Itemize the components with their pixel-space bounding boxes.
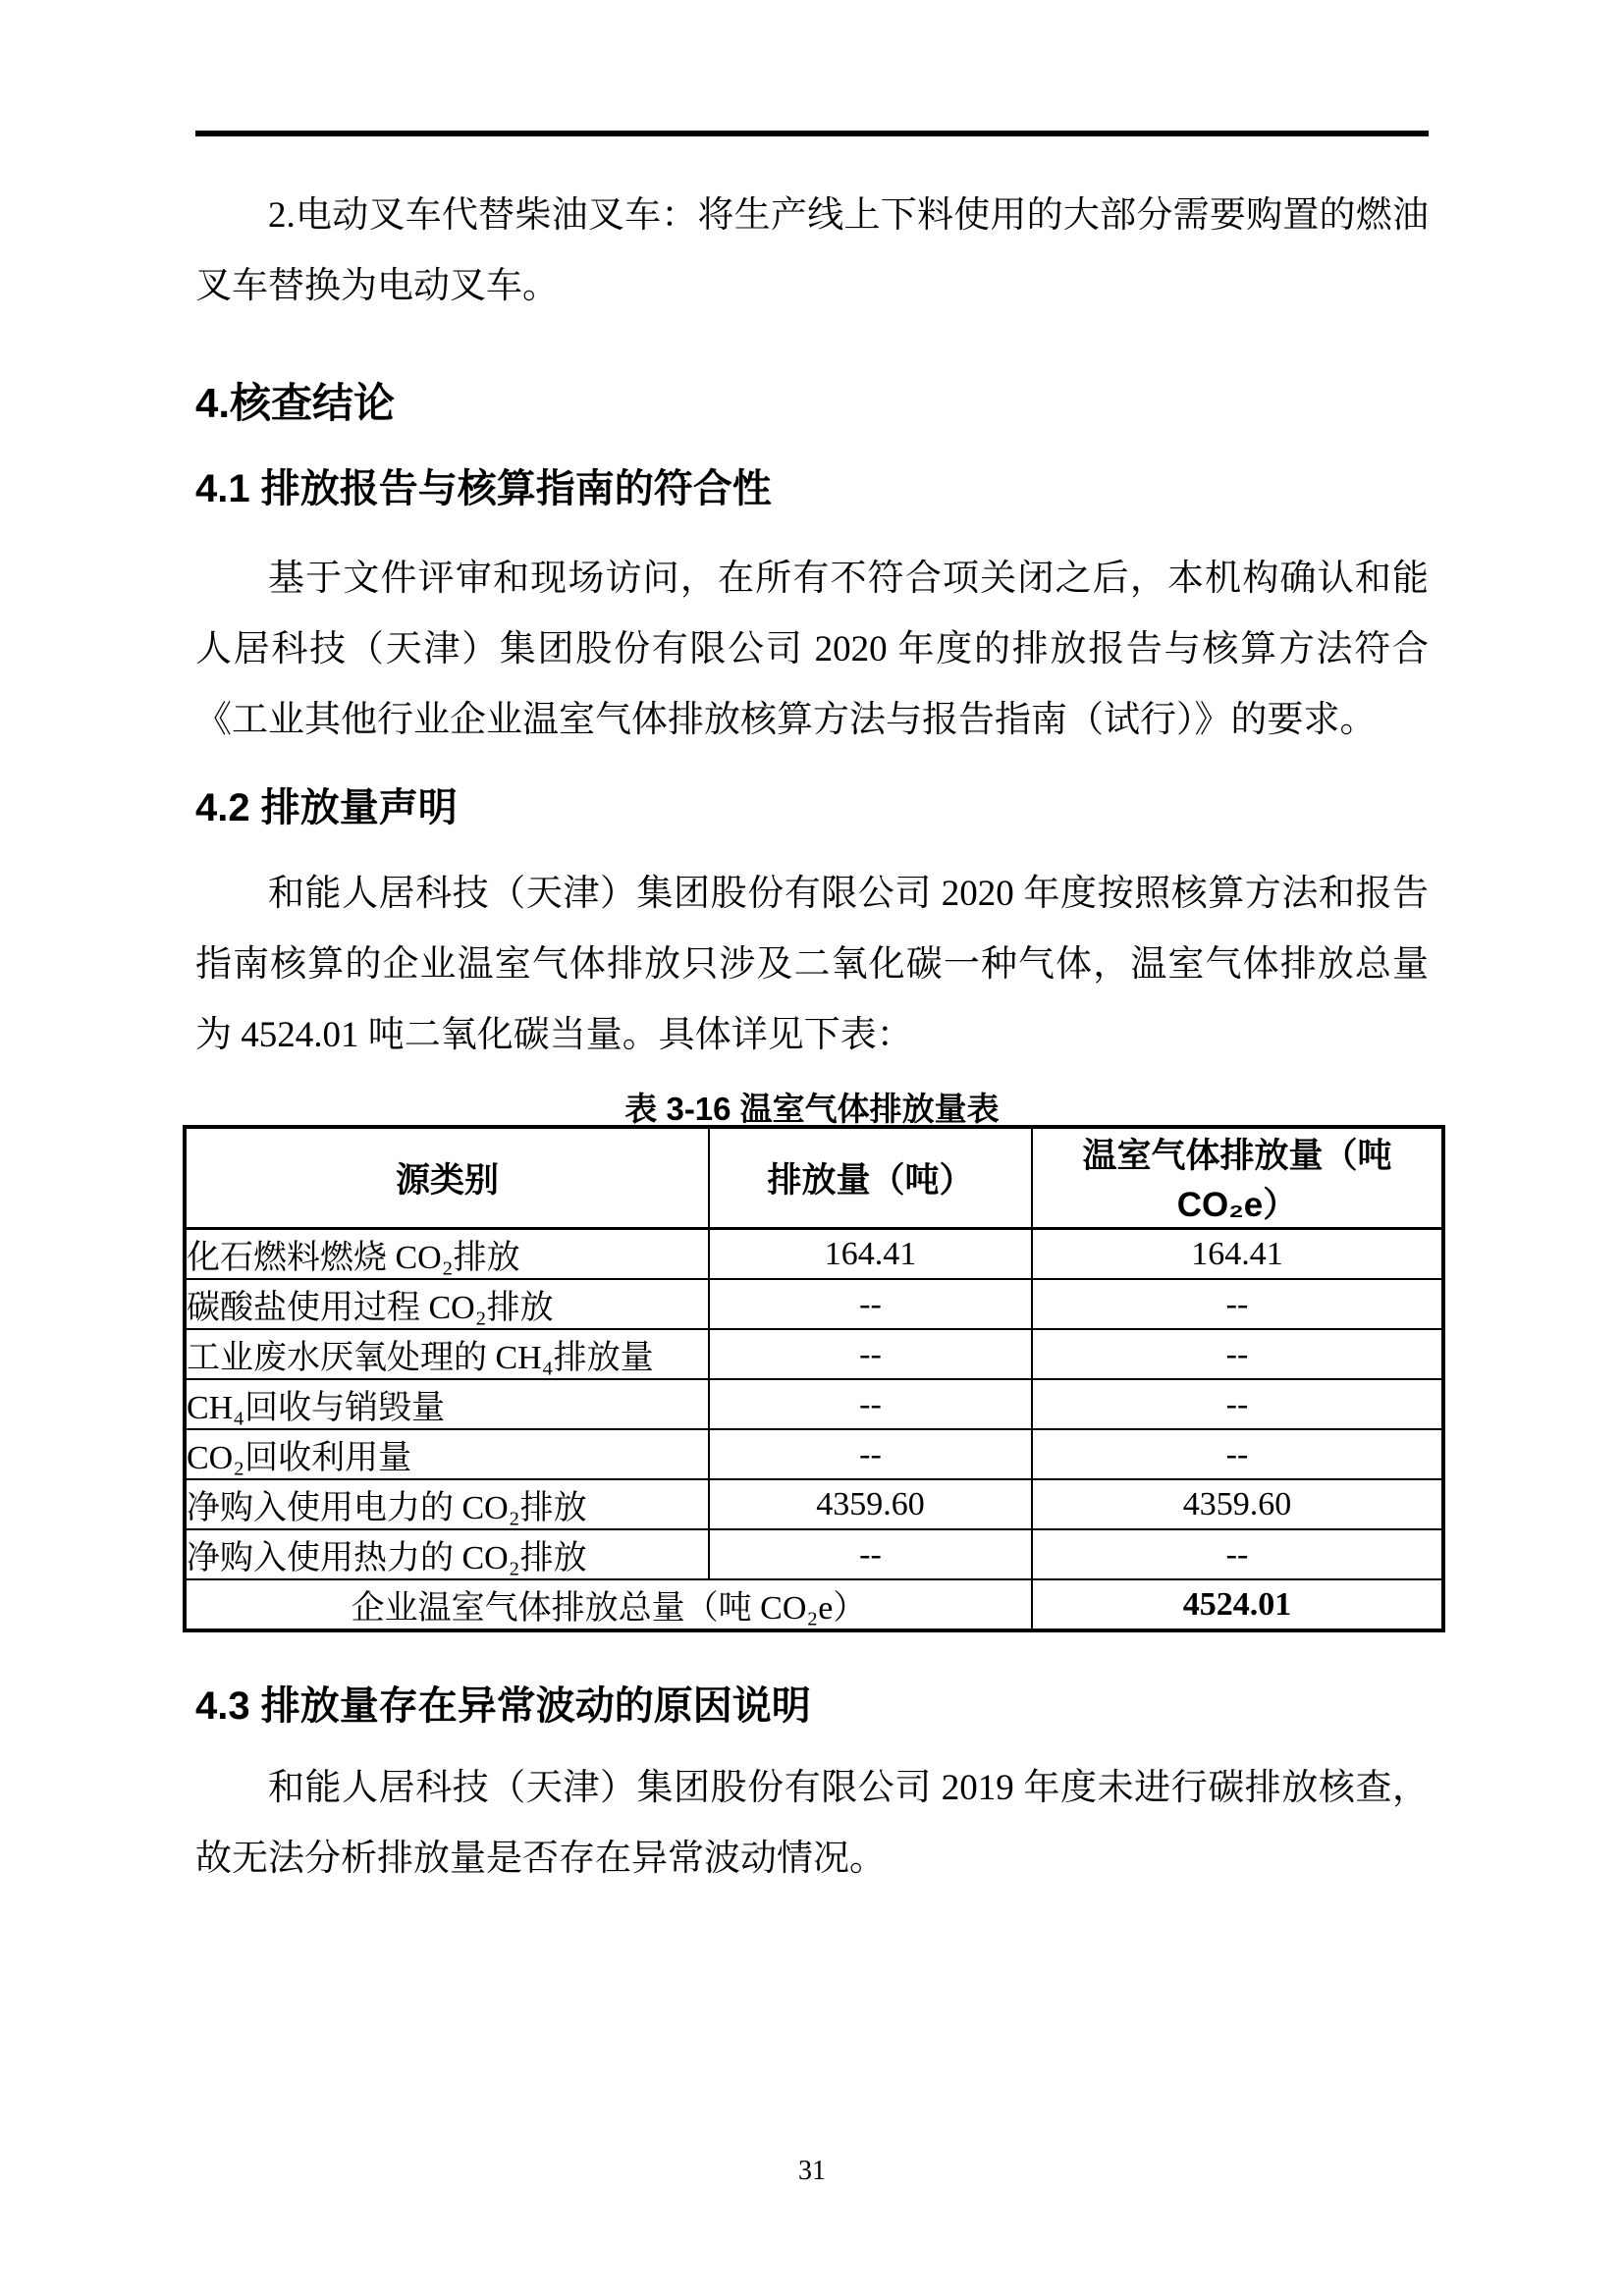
amount-cell: 164.41 (709, 1229, 1032, 1280)
section-4-2-body: 和能人居科技（天津）集团股份有限公司 2020 年度按照核算方法和报告指南核算的企业温室气体排放只涉及二氧化碳一种气体，温室气体排放总量为 4524.01 吨二氧化碳当量。具体详见下表： (195, 874, 1429, 1055)
amount-cell: -- (709, 1379, 1032, 1429)
table-row (185, 1329, 1443, 1379)
table-total-row (185, 1579, 1443, 1630)
source-cell: 碳酸盐使用过程 CO₂排放 (185, 1279, 709, 1329)
page-content (187, 0, 1429, 1895)
section-4-1-heading: 4.1 排放报告与核算指南的符合性 (195, 467, 772, 510)
col-header-source-type: 源类别 (185, 1127, 709, 1229)
amount-cell: -- (709, 1429, 1032, 1479)
table-row (185, 1479, 1443, 1529)
amount-cell: -- (709, 1529, 1032, 1579)
source-cell: 净购入使用电力的 CO₂排放 (185, 1479, 709, 1529)
ghg-cell: 164.41 (1032, 1229, 1443, 1280)
table-header-row (185, 1127, 1443, 1229)
section-4-3-heading: 4.3 排放量存在异常波动的原因说明 (195, 1684, 811, 1728)
source-cell: CH₄回收与销毁量 (185, 1379, 709, 1429)
ghg-cell: -- (1032, 1429, 1443, 1479)
ghg-cell: -- (1032, 1329, 1443, 1379)
source-cell: 工业废水厌氧处理的 CH₄排放量 (185, 1329, 709, 1379)
table-row (185, 1229, 1443, 1280)
section-4-1-body: 基于文件评审和现场访问，在所有不符合项关闭之后，本机构确认和能人居科技（天津）集团股份有限公司 2020 年度的排放报告与核算方法符合《工业其他行业企业温室气体排放核算方法与报告指南（试行）》的要求。 (195, 559, 1429, 740)
table-row (185, 1429, 1443, 1479)
section-4-3-body: 和能人居科技（天津）集团股份有限公司 2019 年度未进行碳排放核查，故无法分析排放量是否存在异常波动情况。 (195, 1768, 1429, 1879)
source-cell: 净购入使用热力的 CO₂排放 (185, 1529, 709, 1579)
section-4-2-heading: 4.2 排放量声明 (195, 786, 458, 829)
amount-cell: -- (709, 1279, 1032, 1329)
ghg-cell: -- (1032, 1279, 1443, 1329)
amount-cell: -- (709, 1329, 1032, 1379)
table-row (185, 1279, 1443, 1329)
header-rule (195, 131, 1429, 136)
page-number: 31 (798, 2156, 826, 2186)
paragraph-forklift-replacement: 2.电动叉车代替柴油叉车：将生产线上下料使用的大部分需要购置的燃油叉车替换为电动叉车。 (195, 195, 1429, 306)
source-cell: CO₂回收利用量 (185, 1429, 709, 1479)
emissions-table-caption: 表 3-16 温室气体排放量表 (624, 1091, 1000, 1127)
col-header-ghg-amount: 温室气体排放量（吨 CO₂e） (1032, 1127, 1443, 1229)
total-label-cell: 企业温室气体排放总量（吨 CO₂e） (185, 1579, 1032, 1630)
ghg-cell: 4359.60 (1032, 1479, 1443, 1529)
ghg-cell: -- (1032, 1379, 1443, 1429)
col-header-emission-amount: 排放量（吨） (709, 1127, 1032, 1229)
emissions-table (183, 1125, 1445, 1632)
total-value-cell: 4524.01 (1032, 1579, 1443, 1630)
table-row (185, 1379, 1443, 1429)
ghg-cell: -- (1032, 1529, 1443, 1579)
table-row (185, 1529, 1443, 1579)
section-4-heading: 4.核查结论 (195, 380, 396, 426)
source-cell: 化石燃料燃烧 CO₂排放 (185, 1229, 709, 1280)
amount-cell: 4359.60 (709, 1479, 1032, 1529)
